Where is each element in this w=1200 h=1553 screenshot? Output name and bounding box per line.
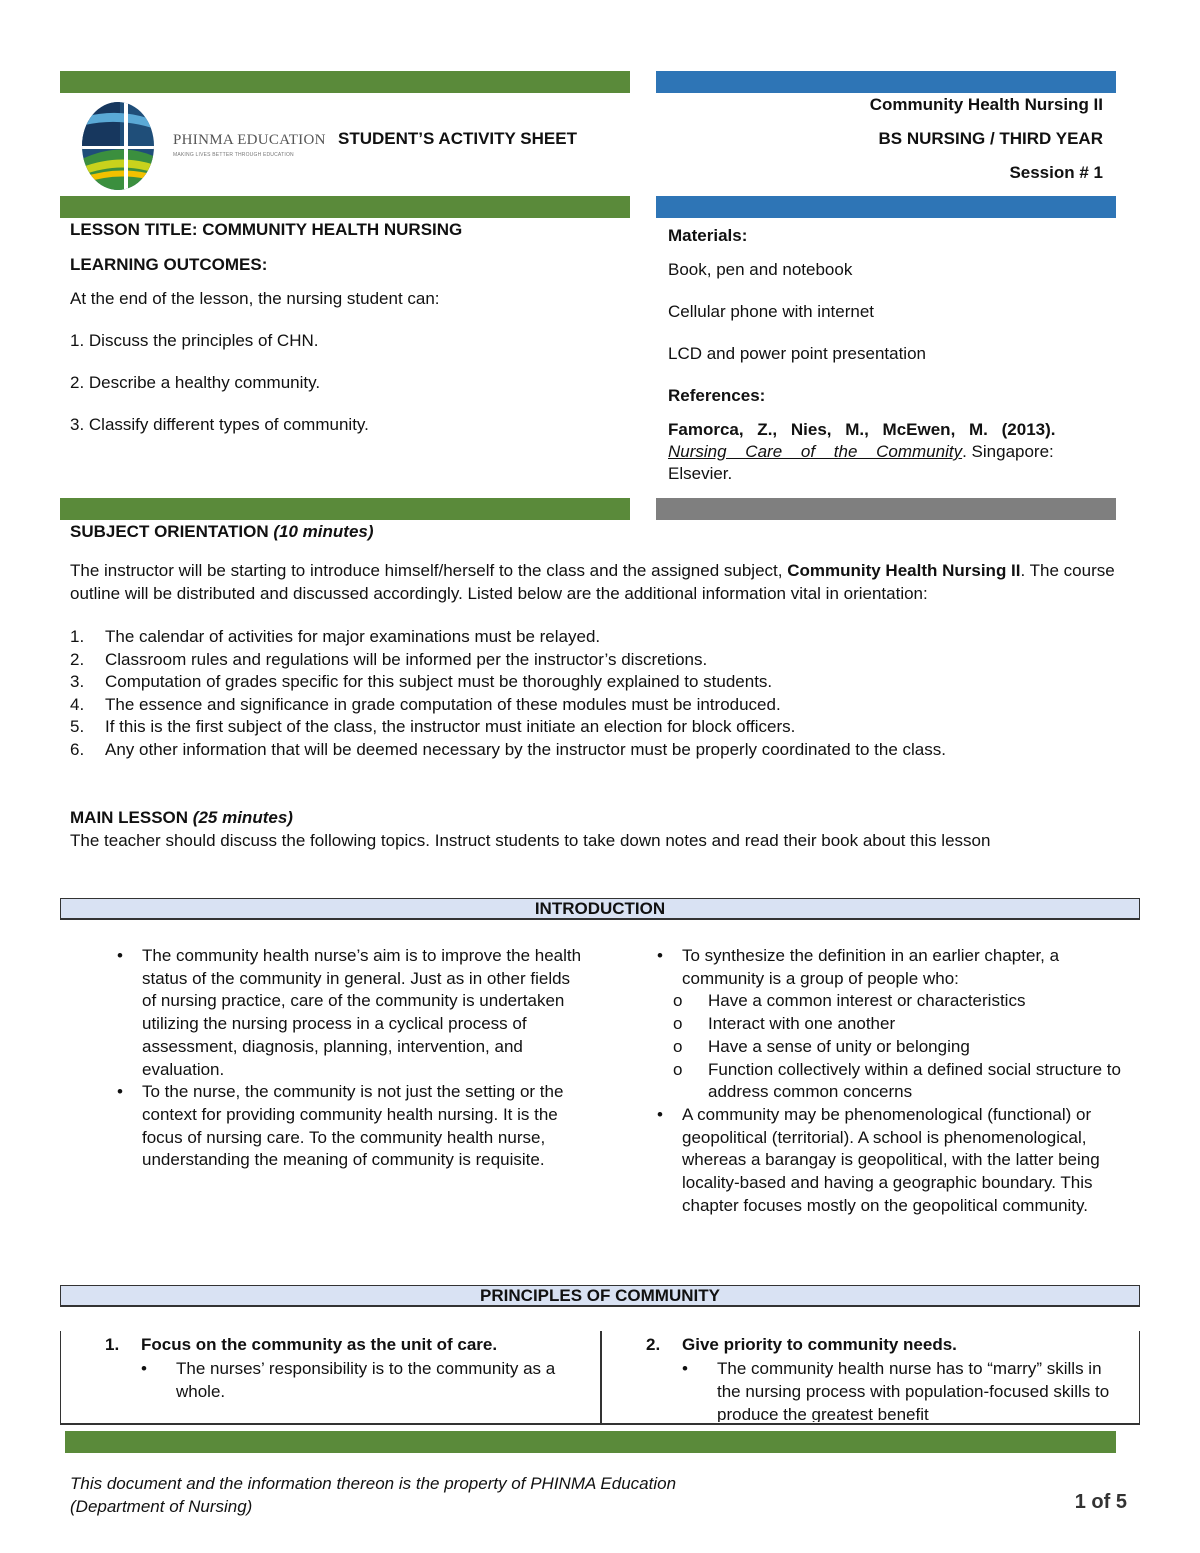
principle-number: 1. bbox=[105, 1335, 120, 1354]
sheet-title: STUDENT’S ACTIVITY SHEET bbox=[338, 129, 577, 148]
material-item: LCD and power point presentation bbox=[668, 344, 926, 363]
circle-bullet-icon: o bbox=[673, 1036, 683, 1056]
orientation-paragraph bbox=[70, 559, 1120, 605]
reference-place: . Singapore: bbox=[962, 442, 1054, 461]
bullet-icon: • bbox=[657, 946, 663, 965]
mid-right-bar bbox=[656, 196, 1116, 218]
orientation-title: SUBJECT ORIENTATION bbox=[70, 522, 269, 541]
introduction-right bbox=[638, 945, 1133, 1217]
orientation-heading bbox=[70, 521, 1120, 543]
sub-item bbox=[638, 1036, 1133, 1059]
main-lesson-duration: (25 minutes) bbox=[192, 808, 293, 827]
bottom-left-bar bbox=[60, 498, 630, 520]
item-text: To synthesize the definition in an earlier chapter, a community is a group of people who: bbox=[682, 946, 1060, 988]
principle-text: Focus on the community as the unit of care. bbox=[141, 1335, 498, 1354]
item-text: Interact with one another bbox=[708, 1014, 896, 1034]
item-number: 4. bbox=[70, 694, 85, 714]
references-heading: References: bbox=[668, 386, 766, 405]
orientation-text-b: . The course outline will be distributed and discussed accordingly. Listed below are the additional information vital in orientation: bbox=[70, 561, 1115, 603]
bullet-icon: • bbox=[682, 1359, 688, 1378]
principle-bullet bbox=[646, 1357, 1116, 1422]
bullet-icon: • bbox=[117, 946, 123, 965]
item-text: Computation of grades specific for this subject must be thoroughly explained to students. bbox=[105, 672, 773, 691]
item-text: Function collectively within a defined social structure to address common concerns bbox=[708, 1059, 1121, 1102]
item-text: To the nurse, the community is not just the setting or the context for providing community health nursing. It is the focus of nursing care. To the community health nurse, understanding the meaning of community is requisite. bbox=[142, 1082, 564, 1170]
orientation-duration: (10 minutes) bbox=[273, 522, 374, 541]
orientation-text-a: The instructor will be starting to introduce himself/herself to the class and the assigned subject, bbox=[70, 561, 788, 580]
item-text: The community health nurse’s aim is to improve the health status of the community in general. Just as in other fields of nursing practice, care of the community is undertaken utilizing the nursing process in a cyclical process of assessment, diagnosis, planning, intervention, and evaluation. bbox=[142, 946, 582, 1079]
item-text: Have a common interest or characteristics bbox=[708, 991, 1026, 1011]
lesson-info bbox=[70, 219, 620, 436]
page-number: 1 of 5 bbox=[1074, 1491, 1127, 1513]
list-item bbox=[70, 671, 1120, 694]
course-name: Community Health Nursing II bbox=[869, 95, 1103, 114]
session-number: Session # 1 bbox=[1009, 163, 1103, 182]
outcomes-heading: LEARNING OUTCOMES: bbox=[70, 255, 268, 274]
logo-text: PHINMA EDUCATION bbox=[173, 132, 326, 148]
top-right-bar bbox=[656, 71, 1116, 93]
outcome-item: 3. Classify different types of community. bbox=[70, 415, 369, 434]
sub-item bbox=[638, 990, 1133, 1013]
principle-2 bbox=[646, 1334, 1116, 1422]
item-number: 6. bbox=[70, 739, 85, 759]
circle-bullet-icon: o bbox=[673, 1014, 683, 1034]
list-item bbox=[638, 945, 1133, 1104]
material-item: Book, pen and notebook bbox=[668, 260, 853, 279]
principle-1 bbox=[105, 1334, 580, 1403]
sub-list bbox=[638, 990, 1133, 1104]
material-item: Cellular phone with internet bbox=[668, 302, 875, 321]
materials-info bbox=[668, 225, 1104, 485]
phinma-logo bbox=[80, 100, 326, 192]
bullet-icon: • bbox=[657, 1104, 663, 1124]
top-left-bar bbox=[60, 71, 630, 93]
outcome-item: 1. Discuss the principles of CHN. bbox=[70, 331, 319, 350]
principle-bullet bbox=[105, 1357, 580, 1403]
item-text: Any other information that will be deemed necessary by the instructor must be properly coordinated to the class. bbox=[105, 739, 946, 759]
item-text: The essence and significance in grade computation of these modules must be introduced. bbox=[105, 694, 781, 714]
principles-header: PRINCIPLES OF COMMUNITY bbox=[60, 1285, 1140, 1307]
logo-tagline: MAKING LIVES BETTER THROUGH EDUCATION bbox=[173, 152, 294, 158]
orientation-subject: Community Health Nursing II bbox=[787, 561, 1021, 580]
list-item bbox=[70, 626, 1120, 649]
sub-item bbox=[638, 1013, 1133, 1036]
materials-heading: Materials: bbox=[668, 226, 748, 245]
main-lesson-heading bbox=[70, 807, 1100, 829]
main-lesson bbox=[70, 807, 1100, 852]
item-number: 5. bbox=[70, 717, 85, 736]
circle-bullet-icon: o bbox=[673, 1059, 683, 1079]
mid-left-bar bbox=[60, 196, 630, 218]
item-number: 3. bbox=[70, 672, 85, 691]
introduction-left bbox=[98, 945, 588, 1172]
list-item bbox=[70, 649, 1120, 672]
list-item bbox=[70, 716, 1120, 739]
item-text: The calendar of activities for major examinations must be relayed. bbox=[105, 627, 601, 646]
main-lesson-text: The teacher should discuss the following topics. Instruct students to take down notes and read their book about this lesson bbox=[70, 831, 991, 850]
item-text: If this is the first subject of the class, the instructor must initiate an election for block officers. bbox=[105, 717, 796, 736]
bullet-text: The nurses’ responsibility is to the community as a whole. bbox=[176, 1359, 556, 1401]
bullet-icon: • bbox=[117, 1082, 123, 1102]
bullet-icon: • bbox=[141, 1359, 147, 1378]
principle-text: Give priority to community needs. bbox=[682, 1335, 957, 1354]
sub-item bbox=[638, 1059, 1133, 1104]
list-item bbox=[98, 1081, 588, 1172]
principle-title bbox=[105, 1334, 580, 1356]
reference-title: Nursing Care of the Community bbox=[668, 442, 963, 461]
item-text: A community may be phenomenological (functional) or geopolitical (territorial). A school is phenomenological, whereas a barangay is geopolitical, with the latter being locality-based and having a geographic boundary. This chapter focuses mostly on the geopolitical community. bbox=[682, 1104, 1100, 1215]
list-item bbox=[70, 739, 1120, 762]
list-item bbox=[98, 945, 588, 1081]
item-text: Have a sense of unity or belonging bbox=[708, 1036, 970, 1056]
main-lesson-title: MAIN LESSON bbox=[70, 808, 189, 827]
footer-bar bbox=[65, 1431, 1116, 1453]
outcome-item: 2. Describe a healthy community. bbox=[70, 373, 321, 392]
principle-title bbox=[646, 1334, 1116, 1356]
item-number: 1. bbox=[70, 627, 85, 646]
footer-note: This document and the information thereon is the property of PHINMA Education (Department of Nursing) bbox=[70, 1474, 677, 1516]
item-text: Classroom rules and regulations will be informed per the instructor’s discretions. bbox=[105, 649, 708, 669]
reference-publisher: Elsevier. bbox=[668, 464, 733, 483]
principle-number: 2. bbox=[646, 1335, 661, 1354]
program-year: BS NURSING / THIRD YEAR bbox=[878, 129, 1103, 148]
item-number: 2. bbox=[70, 649, 85, 669]
list-item bbox=[70, 694, 1120, 717]
reference-entry bbox=[668, 419, 1104, 485]
reference-authors: Famorca, Z., Nies, M., McEwen, M. (2013). bbox=[668, 420, 1056, 439]
logo-globe-icon bbox=[80, 100, 158, 192]
introduction-header: INTRODUCTION bbox=[60, 898, 1140, 920]
lesson-title: LESSON TITLE: COMMUNITY HEALTH NURSING bbox=[70, 220, 463, 239]
circle-bullet-icon: o bbox=[673, 991, 683, 1011]
bullet-text: The community health nurse has to “marry” skills in the nursing process with population-focused skills to produce the greatest benefit bbox=[717, 1359, 1110, 1422]
bottom-right-bar bbox=[656, 498, 1116, 520]
outcomes-intro: At the end of the lesson, the nursing student can: bbox=[70, 289, 440, 308]
subject-orientation bbox=[70, 521, 1120, 761]
table-divider bbox=[600, 1331, 602, 1423]
list-item bbox=[638, 1104, 1133, 1218]
orientation-list bbox=[70, 626, 1120, 761]
